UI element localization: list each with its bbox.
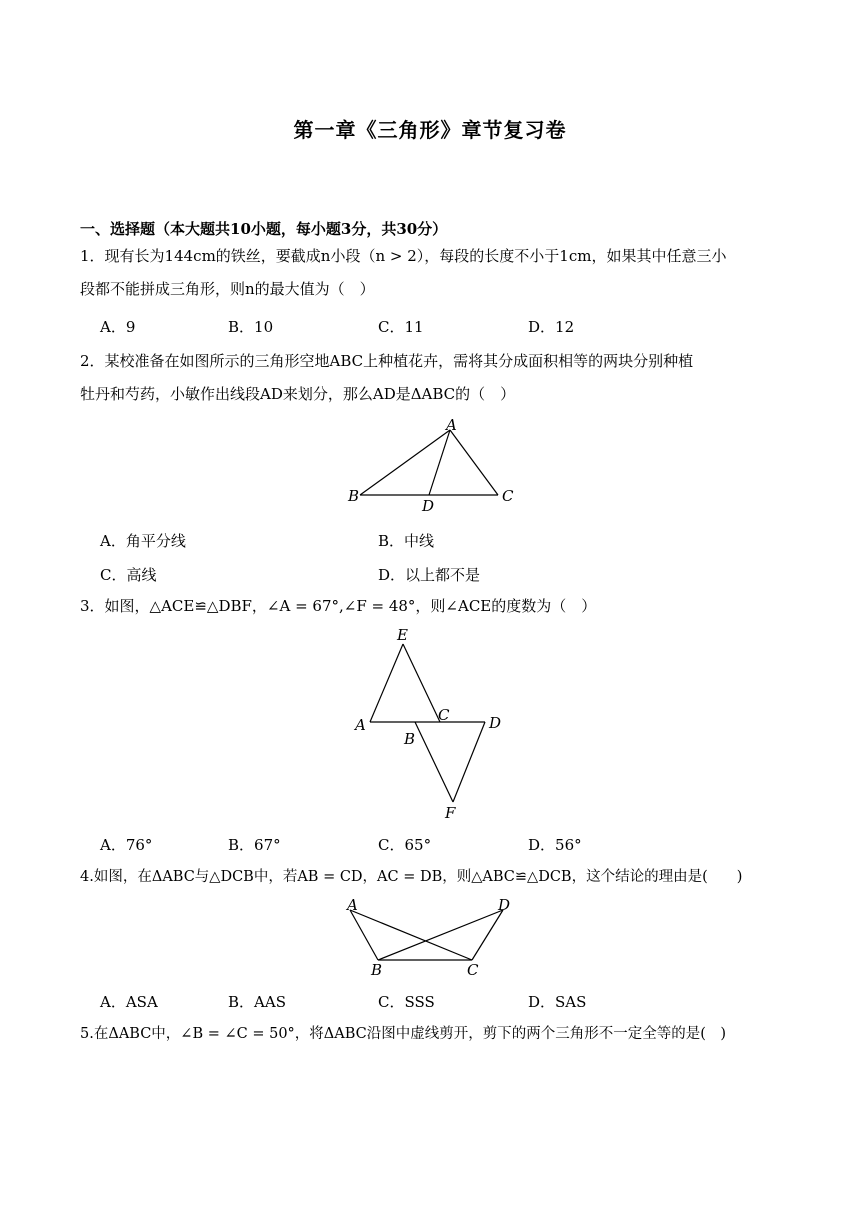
question-1-option-d: D．12 (528, 318, 575, 336)
question-4-option-b: B．AAS (228, 993, 286, 1011)
question-2-number: 2． (80, 352, 105, 370)
question-3-option-a: A．76° (100, 836, 153, 854)
question-1-text-1: 现有长为144cm的铁丝，要截成n小段（n > 2），每段的长度不小于1cm，如果其中任意三小 (104, 247, 727, 265)
question-2-option-c: C．高线 (100, 566, 157, 584)
question-3-option-c: C．65° (378, 836, 432, 854)
question-2-option-a: A．角平分线 (100, 532, 186, 550)
q3-label-f: F (445, 804, 456, 822)
question-2-line-1 (80, 350, 786, 372)
q3-label-e: E (397, 626, 408, 644)
question-3-text-1: 如图，△ACE≌△DBF，∠A = 67°,∠F = 48°，则∠ACE的度数为（ ） (104, 597, 597, 615)
section-heading: 一、选择题（本大题共10小题，每小题3分，共30分） (80, 220, 448, 238)
question-3-option-b: B．67° (228, 836, 281, 854)
question-4-figure (340, 893, 530, 978)
question-4-option-c: C．SSS (378, 993, 435, 1011)
question-5-number: 5. (80, 1026, 94, 1042)
question-4-option-d: D．SAS (528, 993, 587, 1011)
q4-label-c: C (467, 961, 479, 979)
q2-label-b: B (348, 487, 360, 505)
q2-label-a: A (446, 416, 457, 434)
q3-label-c: C (438, 706, 450, 724)
q4-label-a: A (347, 896, 358, 914)
question-1-option-b: B．10 (228, 318, 274, 336)
q2-label-c: C (502, 487, 514, 505)
question-4-number: 4. (80, 869, 94, 885)
question-2-text-1: 某校准备在如图所示的三角形空地ABC上种植花卉，需将其分成面积相等的两块分别种植 (104, 352, 694, 370)
question-1-number: 1． (80, 247, 105, 265)
page-title: 第一章《三角形》章节复习卷 (293, 118, 567, 142)
question-4-line-1 (80, 866, 786, 888)
question-1-option-c: C．11 (378, 318, 424, 336)
question-3-figure (345, 622, 525, 822)
question-1-line-1 (80, 245, 786, 267)
question-4-text-1: 如图，在ΔABC与△DCB中，若AB = CD，AC = DB，则△ABC≌△DCB，这个结论的理由是( ) (93, 869, 743, 885)
question-5-line-1 (80, 1023, 786, 1045)
question-2-figure (340, 412, 530, 517)
question-2-option-d: D．以上都不是 (378, 566, 481, 584)
q4-label-b: B (371, 961, 383, 979)
question-3-option-d: D．56° (528, 836, 582, 854)
question-1-line-2: 段都不能拼成三角形，则n的最大值为（ ） (80, 280, 375, 298)
q2-label-d: D (422, 497, 435, 515)
question-4-option-a: A．ASA (100, 993, 158, 1011)
question-2-option-b: B．中线 (378, 532, 435, 550)
question-2-line-2: 牡丹和芍药，小敏作出线段AD来划分，那么AD是ΔABC的（ ） (80, 385, 516, 403)
question-3-number: 3． (80, 597, 105, 615)
q3-label-d: D (489, 714, 502, 732)
question-3-line-1 (80, 595, 786, 617)
q3-label-b: B (404, 730, 416, 748)
q3-label-a: A (355, 716, 366, 734)
question-1-option-a: A．9 (100, 318, 136, 336)
question-5-text-1: 在ΔABC中，∠B = ∠C = 50°，将ΔABC沿图中虚线剪开，剪下的两个三角形不一定全等的是( ) (93, 1026, 727, 1042)
q4-label-d: D (498, 896, 511, 914)
